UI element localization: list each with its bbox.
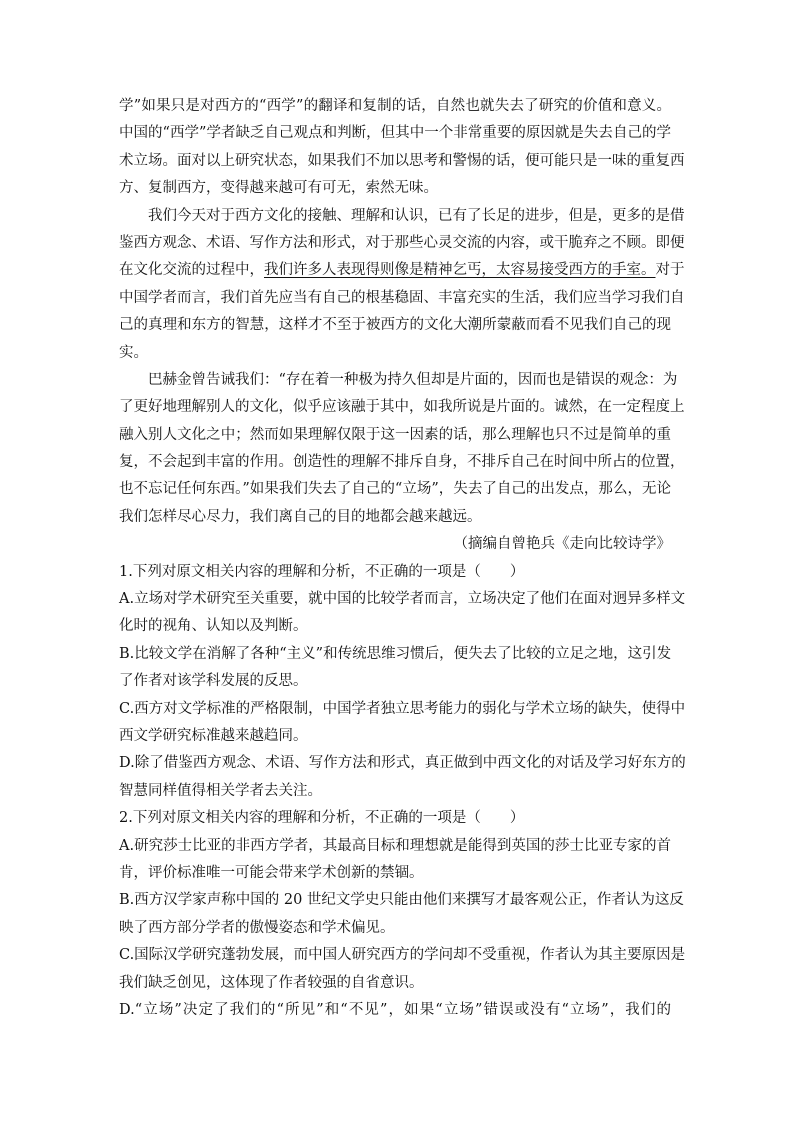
passage-line: 中国的“西学”学者缺乏自己观点和判断，但其中一个非常重要的原因就是失去自己的学: [119, 125, 671, 142]
option-c-line: C.西方对文学标准的严格限制，中国学者独立思考能力的弱化与学术立场的缺失，使得中: [119, 700, 686, 717]
passage-line: 复，不会起到丰富的作用。创造性的理解不排斥自身，不排斥自己在时间中所占的位置，: [119, 454, 685, 471]
passage-line: 中国学者而言，我们首先应当有自己的根基稳固、丰富充实的生活，我们应当学习我们自: [119, 289, 685, 306]
option-a-line: 化时的视角、认知以及判断。: [119, 618, 308, 635]
passage-text-run: 在文化交流的过程中，: [119, 262, 264, 279]
option-b-line: 了作者对该学科发展的反思。: [119, 673, 308, 690]
passage-text: [119, 93, 686, 1024]
option-a-line: A.研究莎士比亚的非西方学者，其最高目标和理想就是能得到英国的莎士比亚专家的首: [119, 837, 671, 854]
passage-line: 了更好地理解别人的文化，似乎应该融于其中，如我所说是片面的。诚然，在一定程度上: [119, 399, 685, 416]
passage-line: 术立场。面对以上研究状态，如果我们不加以思考和警惕的话，便可能只是一味的重复西: [119, 152, 685, 169]
passage-line: 巴赫金曾告诫我们：“存在着一种极为持久但却是片面的，因而也是错误的观念：为: [148, 371, 678, 388]
question-stem: 1.下列对原文相关内容的理解和分析，不正确的一项是（ ）: [119, 563, 525, 580]
option-b-line: B.西方汉学家声称中国的 20 世纪文学史只能由他们来撰写才最客观公正，作者认为这反: [119, 892, 684, 909]
passage-line: 也不忘记任何东西。”如果我们失去了自己的“立场”，失去了自己的出发点，那么，无论: [119, 481, 671, 498]
passage-line: [119, 257, 685, 284]
option-c-line: 西文学研究标准越来越趋同。: [119, 727, 308, 744]
underlined-sentence: 我们许多人表现得则像是精神乞丐，太容易接受西方的手室。: [264, 262, 656, 279]
passage-line: 学”如果只是对西方的“西学”的翻译和复制的话，自然也就失去了研究的价值和意义。: [119, 98, 671, 114]
option-c-line: C.国际汉学研究蓬勃发展，而中国人研究西方的学问却不受重视，作者认为其主要原因是: [119, 947, 686, 964]
option-b-line: B.比较文学在消解了各种“主义”和传统思维习惯后，便失去了比较的立足之地，这引发: [119, 645, 672, 662]
passage-line: 实。: [119, 344, 148, 361]
passage-line: 融入别人文化之中；然而如果理解仅限于这一因素的话，那么理解也只不过是简单的重: [119, 426, 671, 443]
passage-line: 己的真理和东方的智慧，这样才不至于被西方的文化大潮所蒙蔽而看不见我们自己的现: [119, 317, 671, 334]
option-d-line: D.除了借鉴西方观念、术语、写作方法和形式，真正做到中西文化的对话及学习好东方的: [119, 755, 686, 772]
source-citation: （摘编自曾艳兵《走向比较诗学》: [453, 536, 671, 553]
question-stem: 2.下列对原文相关内容的理解和分析，不正确的一项是（ ）: [119, 810, 525, 827]
option-d-line: 智慧同样值得相关学者去关注。: [119, 782, 322, 799]
option-d-line: D.“立场”决定了我们的“所见”和“不见”，如果“立场”错误或没有“立场”，我们的: [119, 1001, 671, 1018]
passage-line: 我们今天对于西方文化的接触、理解和认识，已有了长足的进步，但是，更多的是借: [148, 207, 685, 224]
option-a-line: A.立场对学术研究至关重要，就中国的比较学者而言，立场决定了他们在面对迥异多样文: [119, 591, 686, 608]
option-a-line: 肯，评价标准唯一可能会带来学术创新的禁锢。: [119, 864, 424, 881]
passage-line: 鉴西方观念、术语、写作方法和形式，对于那些心灵交流的内容，或干脆弃之不顾。即便: [119, 234, 685, 251]
option-c-line: 我们缺乏创见，这体现了作者较强的自省意识。: [119, 974, 424, 991]
passage-text-run: 对于: [655, 262, 685, 279]
option-b-line: 映了西方部分学者的傲慢姿态和学术偏见。: [119, 919, 395, 936]
passage-line: 方、复制西方，变得越来越可有可无，索然无味。: [119, 180, 438, 197]
passage-line: 我们怎样尽心尽力，我们离自己的目的地都会越来越远。: [119, 508, 482, 525]
